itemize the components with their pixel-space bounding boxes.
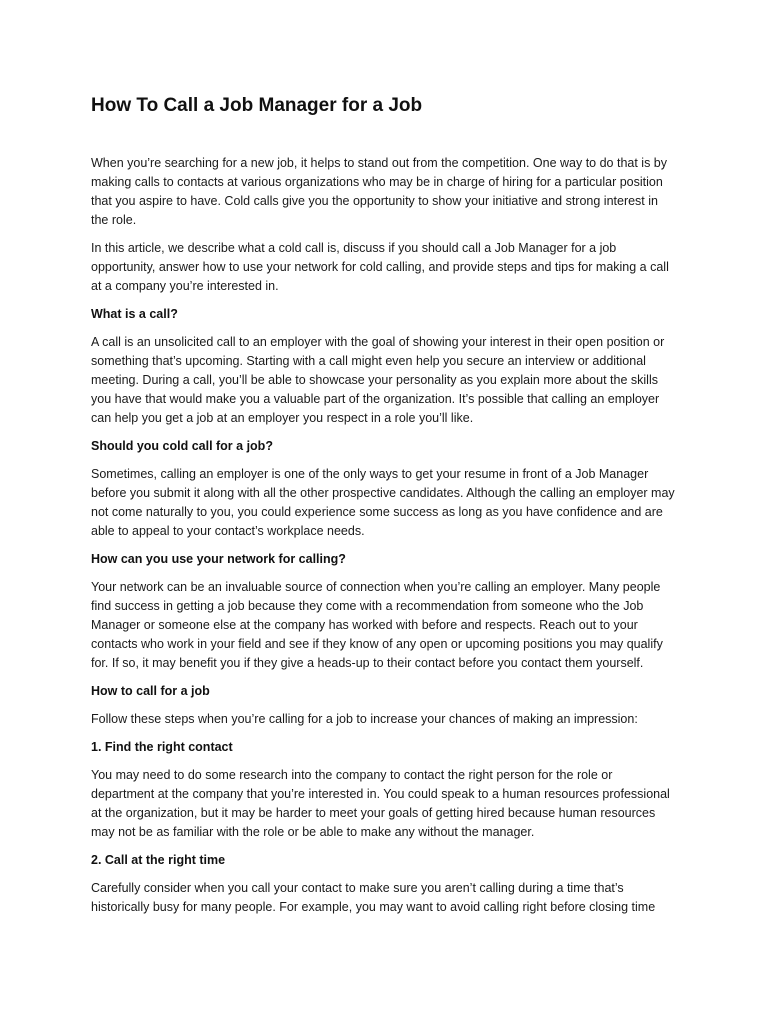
section-heading-how-to-call: How to call for a job	[91, 684, 210, 698]
section-heading-should-you-cold-call: Should you cold call for a job?	[91, 439, 273, 453]
paragraph-what-is-a-call: A call is an unsolicited call to an employer with the goal of showing your interest in their open position or something that’s upcoming. Starting with a call might even help you secure an interview or additional meeting. During a call, you’ll be able to showcase your personality as you explain more about the skills you have that would make you a valuable part of the organization. It’s possible that calling an employer can help you get a job at an employer you respect in a role you’ll like.	[91, 335, 665, 425]
step-heading-find-right-contact: 1. Find the right contact	[91, 740, 233, 754]
section-heading-use-your-network: How can you use your network for calling?	[91, 552, 346, 566]
paragraph-intro: When you’re searching for a new job, it helps to stand out from the competition. One way to do that is by making calls to contacts at various organizations who may be in charge of hiring for a particular position that you aspire to have. Cold calls give you the opportunity to show your initiative and strong interest in the role.	[91, 156, 668, 227]
paragraph-use-your-network: Your network can be an invaluable source of connection when you’re calling an employer. Many people find success in getting a job because they come with a recommendation from someone who the Job Manager or someone else at the company has worked with before and respects. Reach out to your contacts who work in your field and see if they know of any open or upcoming positions you may qualify for. If so, it may benefit you if they give a heads-up to their contact before you contact them yourself.	[91, 580, 663, 670]
paragraph-how-to-call-intro: Follow these steps when you’re calling for a job to increase your chances of making an impression:	[91, 712, 638, 726]
section-heading-what-is-a-call: What is a call?	[91, 307, 178, 321]
document-body	[91, 94, 677, 926]
paragraph-call-at-right-time: Carefully consider when you call your contact to make sure you aren’t calling during a time that’s historically busy for many people. For example, you may want to avoid calling right before closing time	[91, 881, 656, 914]
paragraph-should-you-cold-call: Sometimes, calling an employer is one of the only ways to get your resume in front of a Job Manager before you submit it along with all the other prospective candidates. Although the calling an employer may not come naturally to you, you could experience some success as long as you have confidence and are able to appeal to your contact’s workplace needs.	[91, 467, 675, 538]
paragraph-article-overview: In this article, we describe what a cold call is, discuss if you should call a Job Manager for a job opportunity, answer how to use your network for cold calling, and provide steps and tips for making a call at a company you’re interested in.	[91, 241, 669, 293]
step-heading-call-at-right-time: 2. Call at the right time	[91, 853, 226, 867]
paragraph-find-right-contact: You may need to do some research into the company to contact the right person for the role or department at the company that you’re interested in. You could speak to a human resources professional at the organization, but it may be harder to meet your goals of getting hired because human resources may not be as familiar with the role or be able to make any without the manager.	[91, 768, 670, 839]
document-title: How To Call a Job Manager for a Job	[91, 95, 423, 116]
